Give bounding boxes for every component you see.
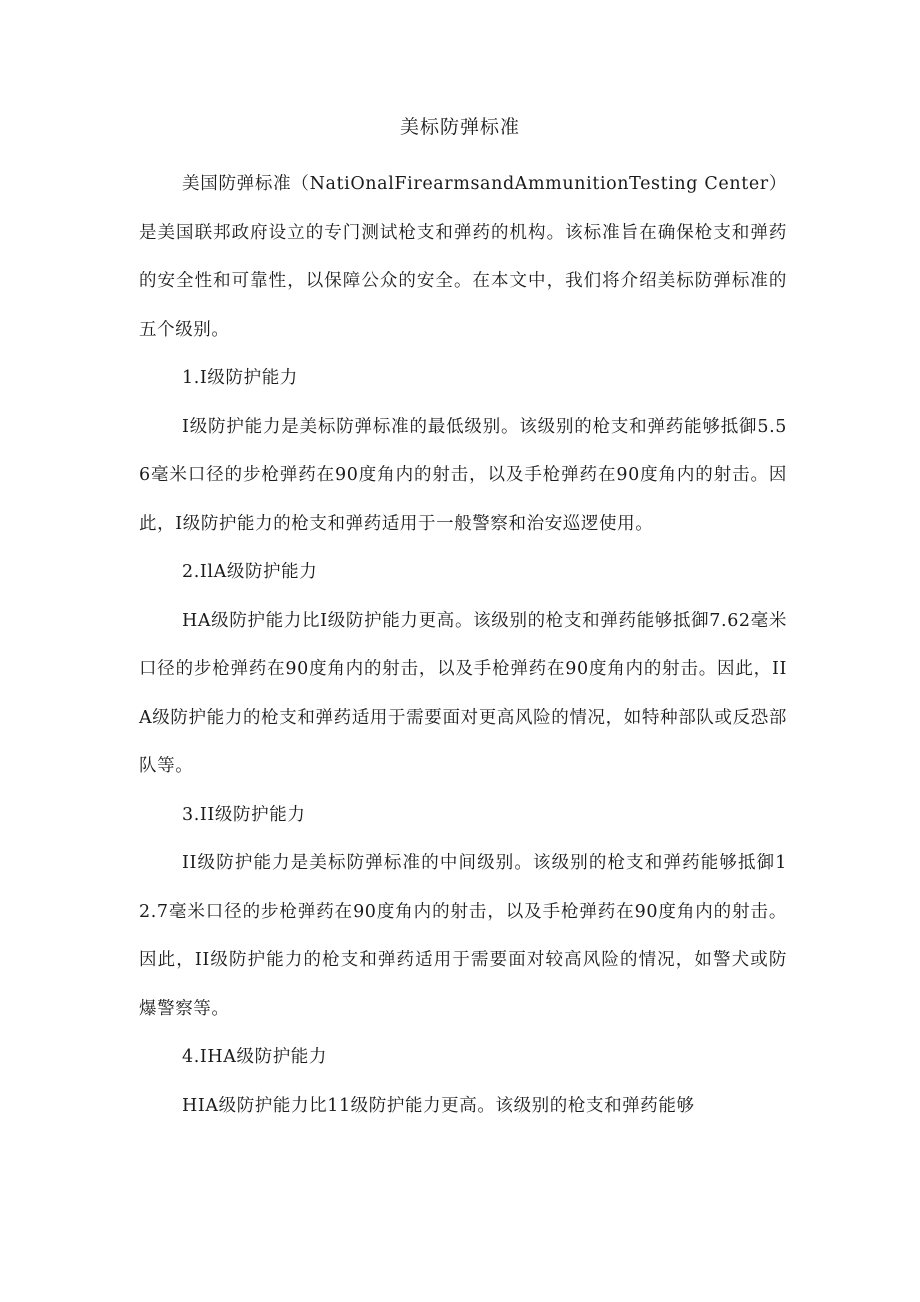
document-title: 美标防弹标准 (399, 116, 520, 138)
document-body (139, 160, 787, 1130)
section-body-level-2: II级防护能力是美标防弹标准的中间级别。该级别的枪支和弹药能够抵御12.7毫米口径的步枪弹药在90度角内的射击，以及手枪弹药在90度角内的射击。因此，II级防护能力的枪支和弹药适用于需要面对较高风险的情况，如警犬或防爆警察等。 (139, 853, 787, 1019)
section-body-level-3a: HIA级防护能力比11级防护能力更高。该级别的枪支和弹药能够 (182, 1095, 695, 1116)
section-heading-level-1: 1.I级防护能力 (182, 368, 298, 388)
intro-paragraph: 美国防弹标准（NatiOnalFirearmsandAmmunitionTesting Center）是美国联邦政府设立的专门测试枪支和弹药的机构。该标准旨在确保枪支和弹药的安全性和可靠性，以保障公众的安全。在本文中，我们将介绍美标防弹标准的五个级别。 (139, 174, 787, 340)
section-heading-level-2a: 2.IlA级防护能力 (182, 562, 318, 582)
section-body-level-2a: HA级防护能力比I级防护能力更高。该级别的枪支和弹药能够抵御7.62毫米口径的步枪弹药在90度角内的射击，以及手枪弹药在90度角内的射击。因此，IIA级防护能力的枪支和弹药适用于需要面对更高风险的情况，如特种部队或反恐部队等。 (139, 610, 787, 776)
section-body-level-1: I级防护能力是美标防弹标准的最低级别。该级别的枪支和弹药能够抵御5.56毫米口径的步枪弹药在90度角内的射击，以及手枪弹药在90度角内的射击。因此，I级防护能力的枪支和弹药适用于一般警察和治安巡逻使用。 (139, 416, 787, 534)
section-heading-level-3a: 4.IHA级防护能力 (182, 1047, 328, 1067)
section-heading-level-2: 3.II级防护能力 (182, 804, 306, 825)
